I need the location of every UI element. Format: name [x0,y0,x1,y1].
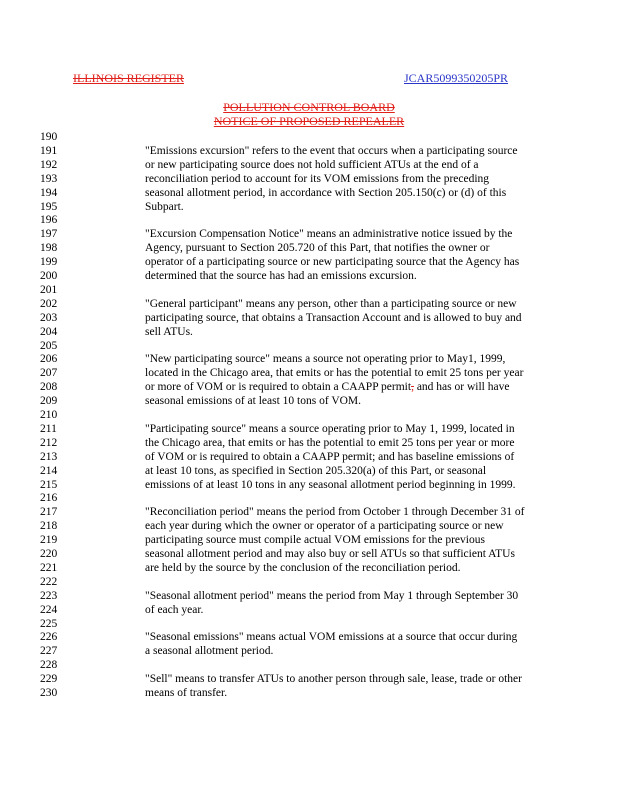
text-segment: participating source must compile actual VOM emissions for the previous [145,534,485,547]
text-segment: seasonal allotment period, in accordance with Section 205.150(c) or (d) of this [145,186,507,199]
text-line [145,201,565,215]
text-line [145,645,565,659]
text-segment: "Excursion Compensation Notice" means an administrative notice issued by the [145,228,513,241]
text-segment: each year during which the owner or operator of a participating source or new [145,520,504,533]
line-number: 216 [40,492,58,505]
text-line [145,520,565,534]
line-number: 226 [40,631,58,644]
line-number: 230 [40,687,58,699]
line-number: 218 [40,520,58,533]
line-number: 195 [40,200,58,213]
line-number: 204 [40,325,58,338]
line-number: 205 [40,339,58,352]
line-number: 197 [40,228,58,241]
text-segment: "Seasonal emissions" means actual VOM emissions at a source that occur during [145,631,518,644]
text-segment: "Reconciliation period" means the period from October 1 through December 31 of [145,506,525,519]
text-line [145,159,565,173]
line-number: 219 [40,534,58,547]
notice-title: NOTICE OF PROPOSED REPEALER [213,114,405,128]
line-number: 228 [40,659,58,672]
text-segment: operator of a participating source or new participating source that the Agency has [145,256,520,269]
line-number: 207 [40,367,58,380]
text-line [145,548,565,562]
text-segment: the Chicago area, that emits or has the potential to emit 25 tons per year or more [145,436,515,449]
text-line [145,451,565,465]
line-number: 209 [40,395,58,408]
line-number: 200 [40,270,58,282]
text-segment: "Seasonal allotment period" means the period from May 1 through September 30 [145,589,519,602]
text-line [145,687,565,701]
line-number: 221 [40,561,58,574]
text-line [145,298,565,312]
line-number: 196 [40,214,58,227]
line-number: 211 [40,422,57,435]
line-number: 223 [40,589,58,602]
line-number: 208 [40,381,58,394]
text-segment: "Participating source" means a source operating prior to May 1, 1999, located in [145,422,515,435]
text-line [145,256,565,270]
text-line [145,395,565,409]
text-segment: located in the Chicago area, that emits or has the potential to emit 25 tons per year [145,367,524,380]
text-segment: of VOM or is required to obtain a CAAPP permit; and has baseline emissions of [145,450,515,463]
line-number: 229 [40,673,58,686]
text-segment: "Emissions excursion" refers to the event that occurs when a participating source [145,144,518,157]
text-segment: Subpart. [145,200,184,213]
text-segment: seasonal allotment period and may also buy or sell ATUs so that sufficient ATUs [145,548,515,560]
text-line [145,367,565,381]
text-segment: or new participating source does not hold sufficient ATUs at the end of a [145,158,479,171]
text-line [145,242,565,256]
line-number: 220 [40,548,58,560]
text-segment: determined that the source has had an emissions excursion. [145,270,417,282]
text-segment: "General participant" means any person, other than a participating source or new [145,297,517,310]
text-segment: at least 10 tons, as specified in Section 205.320(a) of this Part, or seasonal [145,464,487,477]
text-line [145,145,565,159]
text-segment: reconciliation period to account for its VOM emissions from the preceding [145,172,490,185]
line-number: 212 [40,436,58,449]
line-number: 193 [40,172,58,185]
line-number: 227 [40,645,58,658]
text-line [145,187,565,201]
text-segment: sell ATUs. [145,325,193,338]
deleted-text: , [411,381,414,394]
line-number: 206 [40,353,58,366]
text-line [145,673,565,687]
line-number: 225 [40,617,58,630]
text-line [145,590,565,604]
line-number: 217 [40,506,58,519]
text-line [145,479,565,493]
text-line [145,326,565,340]
line-number: 191 [40,144,58,157]
text-segment: emissions of at least 10 tons in any seasonal allotment period beginning in 1999. [145,478,516,491]
line-number: 224 [40,603,58,616]
text-line [145,562,565,576]
text-segment: "New participating source" means a source not operating prior to May1, 1999, [145,353,506,366]
text-line [145,534,565,548]
text-segment: are held by the source by the conclusion of the reconciliation period. [145,561,461,574]
line-number: 194 [40,186,58,199]
text-line [145,604,565,618]
text-segment: seasonal emissions of at least 10 tons of VOM. [145,395,362,408]
text-line [145,270,565,284]
text-line [145,506,565,520]
text-line [145,353,565,367]
text-segment: participating source, that obtains a Transaction Account and is allowed to buy and [145,311,522,324]
line-number: 213 [40,450,58,463]
text-segment: or more of VOM or is required to obtain a CAAPP permit [145,381,412,394]
text-line [145,228,565,242]
line-number: 203 [40,311,58,324]
line-number: 215 [40,478,58,491]
line-number: 222 [40,575,58,588]
text-segment: and has or will have [413,381,510,394]
line-number: 201 [40,283,58,296]
board-title: POLLUTION CONTROL BOARD [223,100,395,114]
text-segment: "Sell" means to transfer ATUs to another person through sale, lease, trade or other [145,673,522,686]
text-line [145,312,565,326]
text-line [145,173,565,187]
line-number: 214 [40,464,58,477]
line-number: 190 [40,131,58,143]
line-number: 202 [40,297,58,310]
text-line [145,437,565,451]
text-segment: means of transfer. [145,687,228,699]
text-segment: a seasonal allotment period. [145,645,274,658]
document-id-link[interactable]: JCAR5099350205PR [404,71,509,85]
line-number: 210 [40,409,58,421]
text-line [145,423,565,437]
text-segment: Agency, pursuant to Section 205.720 of this Part, that notifies the owner or [145,242,490,255]
line-number: 199 [40,256,58,269]
line-number: 192 [40,158,58,171]
text-line [145,465,565,479]
line-number: 198 [40,242,58,255]
register-header: ILLINOIS REGISTER [73,71,184,85]
text-line [145,631,565,645]
text-segment: of each year. [145,603,204,616]
text-line [145,381,565,395]
